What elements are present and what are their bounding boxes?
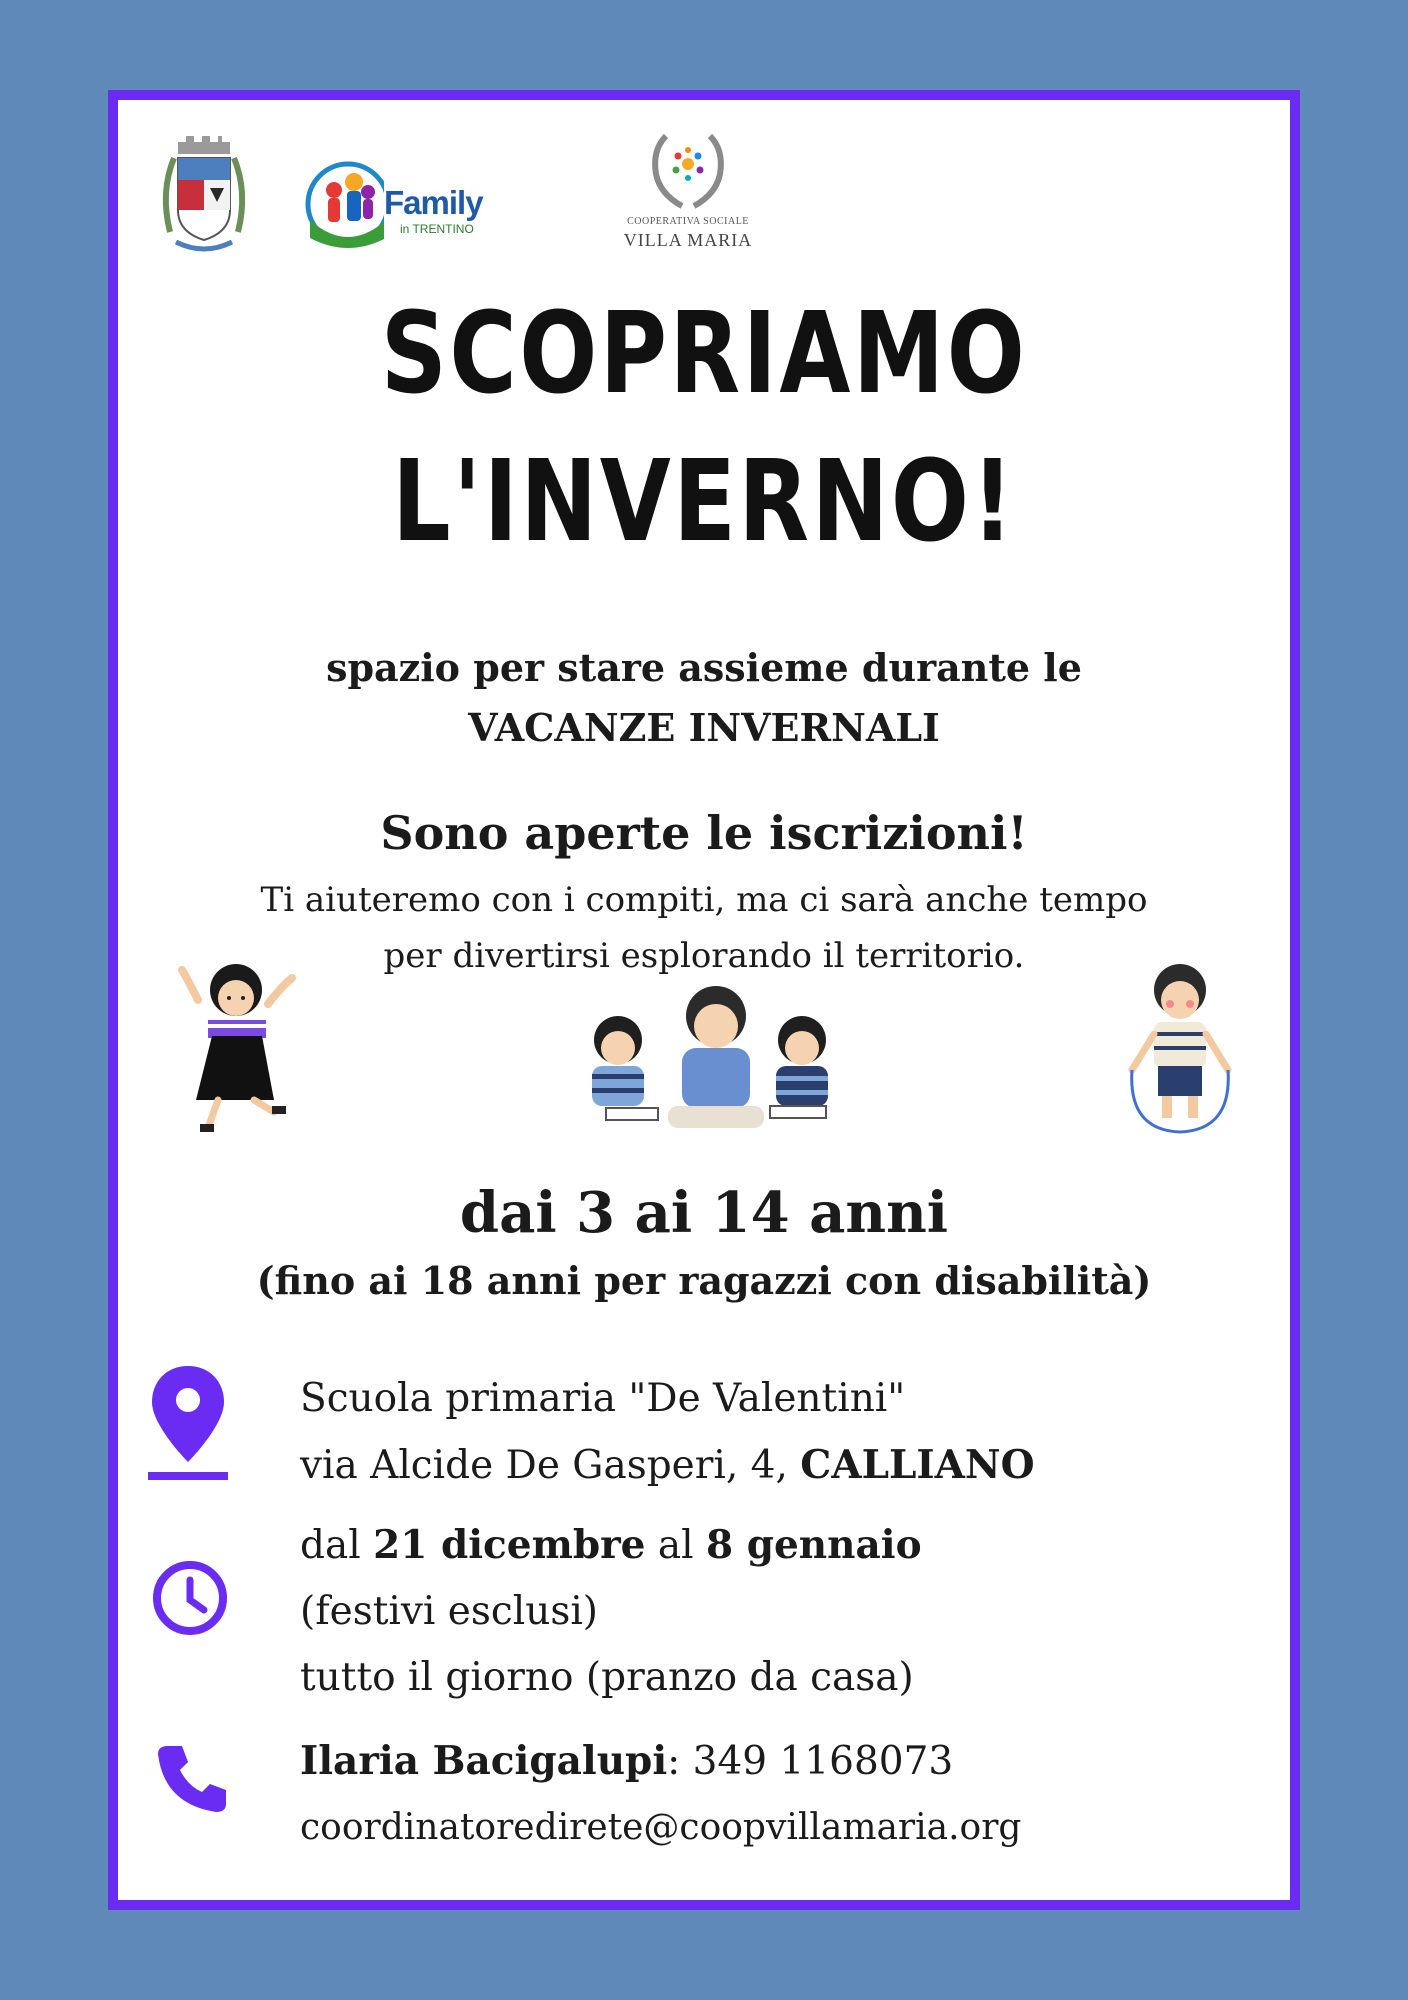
family-in-trentino-logo: [304, 158, 504, 253]
location-city: CALLIANO: [800, 1442, 1035, 1488]
schedule-start-date: 21 dicembre: [373, 1522, 646, 1568]
description-line-2: per divertirsi esplorando il territorio.: [383, 936, 1025, 976]
municipal-crest-icon: [156, 132, 252, 262]
contact-phone: : 349 1168073: [667, 1739, 954, 1784]
contact-name-phone: [300, 1728, 1021, 1795]
page-title: [223, 280, 1184, 576]
jump-rope-boy-illustration: [1118, 960, 1248, 1140]
schedule-hours: tutto il giorno (pranzo da casa): [300, 1655, 914, 1700]
coop-villa-maria-logo: [588, 130, 788, 265]
schedule-end-date: 8 gennaio: [706, 1522, 922, 1568]
age-range: dai 3 ai 14 anni: [459, 1180, 949, 1246]
contact-name: Ilaria Bacigalupi: [300, 1738, 668, 1784]
subtitle-line-1: spazio per stare assieme durante le: [326, 645, 1082, 690]
schedule-holidays: (festivi esclusi): [300, 1589, 599, 1634]
contact-details: [300, 1728, 1021, 1861]
location-street: via Alcide De Gasperi, 4,: [300, 1443, 801, 1488]
schedule-dates: [300, 1512, 922, 1579]
subtitle: [118, 638, 1290, 758]
description-line-1: Ti aiuteremo con i compiti, ma ci sarà anche tempo: [260, 880, 1148, 920]
location-line-2: [300, 1432, 1035, 1499]
registration-headline: Sono aperte le iscrizioni!: [380, 806, 1028, 860]
family-logo-sub: in TRENTINO: [400, 222, 474, 236]
title-line-2: L'INVERNO!: [392, 437, 1016, 567]
poster-card: [108, 90, 1300, 1910]
subtitle-line-2: VACANZE INVERNALI: [468, 705, 940, 750]
coop-logo-small: COOPERATIVA SOCIALE: [627, 216, 749, 227]
age-range-note: (fino ai 18 anni per ragazzi con disabilità): [256, 1258, 1152, 1303]
phone-icon: [154, 1740, 230, 1816]
location-line-1: Scuola primaria "De Valentini": [300, 1376, 906, 1421]
coop-logo-name: VILLA MARIA: [623, 230, 753, 250]
location-pin-icon: [148, 1362, 228, 1482]
family-logo-word: Family: [384, 184, 483, 221]
contact-email[interactable]: coordinatoredirete@coopvillamaria.org: [300, 1807, 1022, 1848]
schedule-details: [300, 1512, 922, 1711]
clock-icon: [152, 1560, 228, 1636]
title-line-1: SCOPRIAMO: [380, 289, 1028, 419]
children-studying-illustration: [566, 980, 866, 1150]
schedule-dal: dal: [300, 1523, 374, 1568]
jumping-girl-illustration: [178, 960, 308, 1140]
location-address: [300, 1366, 1035, 1499]
schedule-al: al: [645, 1523, 707, 1568]
